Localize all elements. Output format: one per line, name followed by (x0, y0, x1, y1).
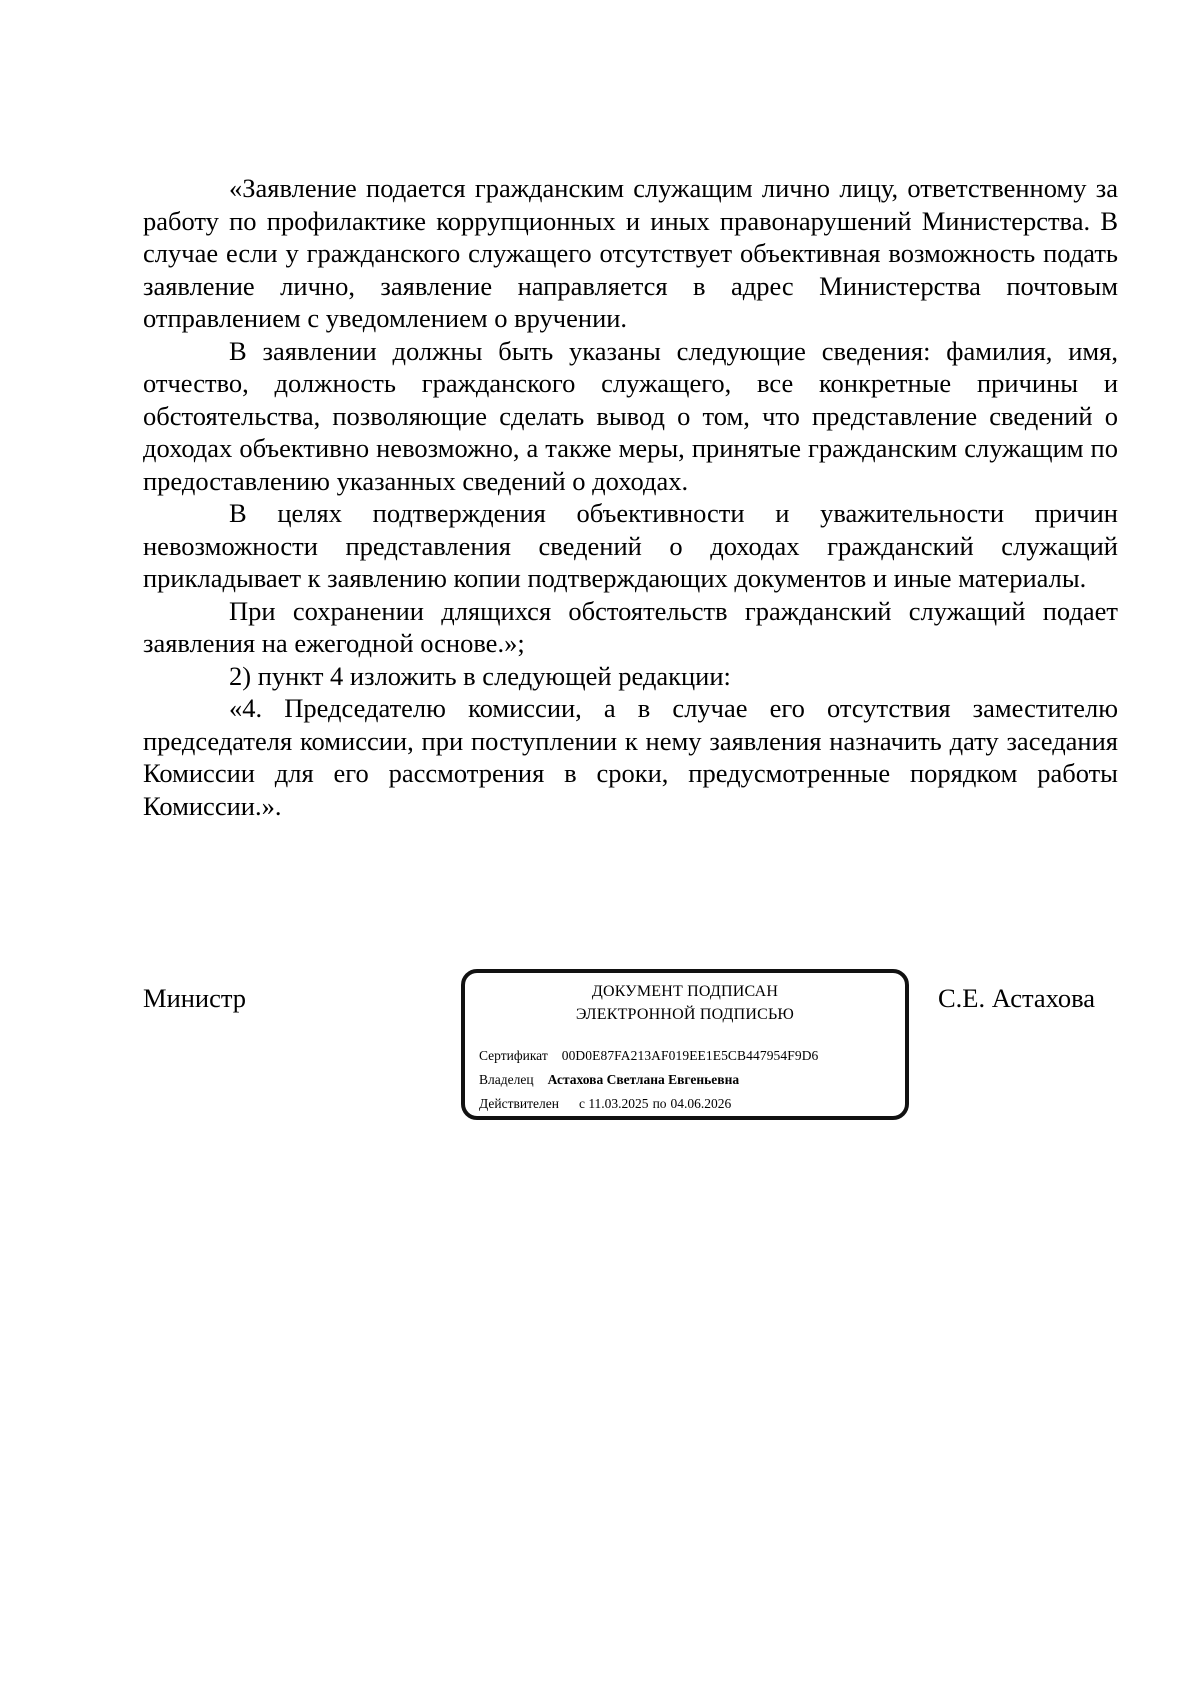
owner-value: Астахова Светлана Евгеньевна (547, 1072, 740, 1087)
electronic-signature-stamp (461, 969, 909, 1120)
stamp-certificate-row (479, 1047, 818, 1065)
validity-label: Действителен (479, 1096, 559, 1111)
paragraph-supporting-documents: В целях подтверждения объективности и уважительности причин невозможности представления сведений о доходах гражданский служащий прикладывает к заявлению копии подтверждающих документов и иные материалы. (143, 498, 1118, 593)
certificate-value: 00D0E87FA213AF019EE1E5CB447954F9D6 (561, 1048, 819, 1063)
valid-from-label: с (578, 1096, 585, 1111)
stamp-validity-row (479, 1095, 731, 1113)
signer-position-title: Министр (143, 983, 247, 1013)
valid-to-date: 04.06.2026 (670, 1096, 732, 1111)
stamp-title-line-2: ЭЛЕКТРОННОЙ ПОДПИСЬЮ (575, 1006, 795, 1023)
owner-label: Владелец (479, 1072, 534, 1087)
stamp-title (465, 980, 905, 1026)
valid-from-date: 11.03.2025 (588, 1096, 649, 1111)
signer-name: С.Е. Астахова (938, 983, 1096, 1013)
paragraph-application-contents: В заявлении должны быть указаны следующие сведения: фамилия, имя, отчество, должность гражданского служащего, все конкретные причины и обстоятельства, позволяющие сделать вывод о том, что представление сведений о доходах объективно невозможно, а также меры, принятые гражданским служащим по предоставлению указанных сведений о доходах. (143, 335, 1118, 496)
document-body (143, 172, 1118, 822)
paragraph-item-2-heading: 2) пункт 4 изложить в следующей редакции: (229, 660, 731, 691)
stamp-owner-row (479, 1071, 739, 1089)
paragraph-annual-basis: При сохранении длящихся обстоятельств гражданский служащий подает заявления на ежегодной основе.»; (143, 595, 1118, 658)
paragraph-item-4-text: «4. Председателю комиссии, а в случае его отсутствия заместителю председателя комиссии, при поступлении к нему заявления назначить дату заседания Комиссии для его рассмотрения в сроки, предусмотренные порядком работы Комиссии.». (143, 693, 1118, 821)
valid-to-label: по (652, 1096, 667, 1111)
certificate-label: Сертификат (479, 1048, 548, 1063)
paragraph-application-submission: «Заявление подается гражданским служащим лично лицу, ответственному за работу по профилактике коррупционных и иных правонарушений Министерства. В случае если у гражданского служащего отсутствует объективная возможность подать заявление лично, заявление направляется в адрес Министерства почтовым отправлением с уведомлением о вручении. (143, 173, 1118, 333)
stamp-title-line-1: ДОКУМЕНТ ПОДПИСАН (591, 983, 779, 1000)
